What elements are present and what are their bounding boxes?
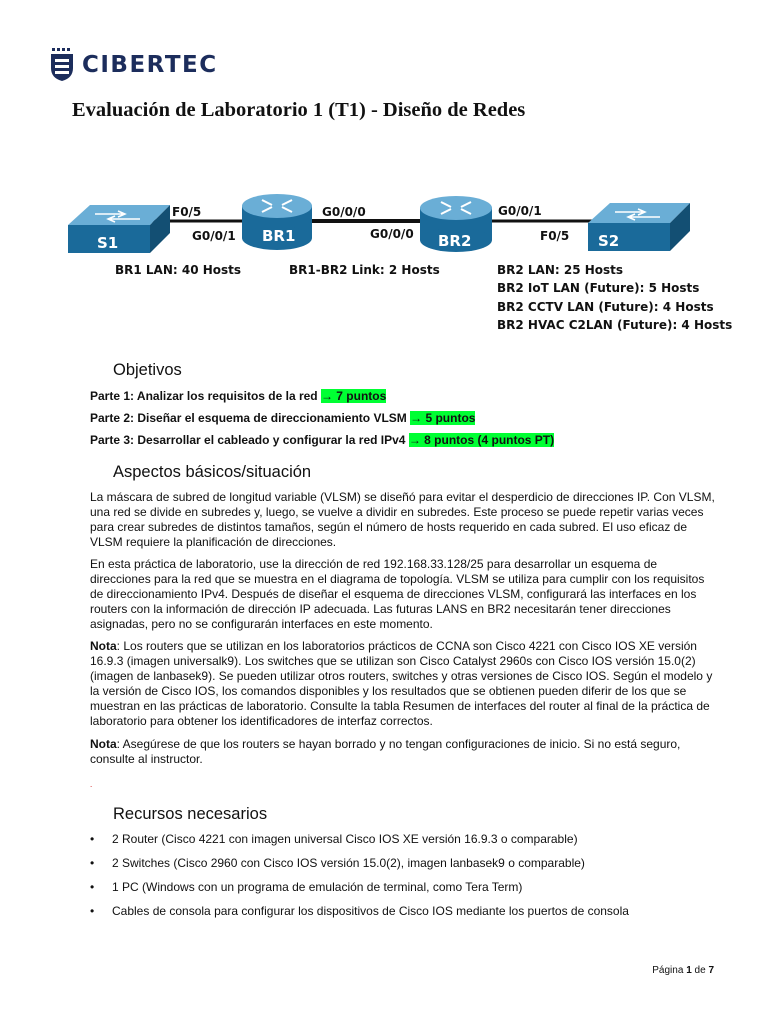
paragraph-vlsm-intro: La máscara de subred de longitud variable (VLSM) se diseñó para evitar el desperdicio de direcciones IP. Con VLSM, una red se divide en subredes y, luego, se vuelve a dividir en subredes. Este proceso se puede repetir varias veces para crear subredes de distintos tamaños, según el número de hosts requerido en cada subred. El uso eficaz de VLSM requiere la planificación de direcciones. xyxy=(90,490,715,549)
port-label-s1-f05: F0/5 xyxy=(172,205,202,219)
label-br2-iot: BR2 IoT LAN (Future): 5 Hosts xyxy=(497,281,700,295)
list-item: • 1 PC (Windows con un programa de emulación de terminal, como Tera Term) xyxy=(90,880,730,904)
label-br1-br2-link: BR1-BR2 Link: 2 Hosts xyxy=(289,263,440,277)
note-label: Nota xyxy=(90,639,117,653)
heading-aspectos: Aspectos básicos/situación xyxy=(113,463,312,481)
port-label-br1-g000: G0/0/0 xyxy=(322,205,366,219)
label-br2-hvac: BR2 HVAC C2LAN (Future): 4 Hosts xyxy=(497,318,733,332)
points-badge: → 7 puntos xyxy=(320,389,387,403)
topology-diagram xyxy=(0,176,768,342)
heading-objetivos: Objetivos xyxy=(113,361,182,379)
device-name-s2: S2 xyxy=(598,232,620,250)
device-name-br1: BR1 xyxy=(262,227,296,245)
logo-text: CIBERTEC xyxy=(82,52,218,78)
label-br2-lan: BR2 LAN: 25 Hosts xyxy=(497,263,624,277)
objective-part-2: Parte 2: Diseñar el esquema de direccionamiento VLSM → 5 puntos xyxy=(90,411,476,425)
device-name-s1: S1 xyxy=(97,234,119,252)
list-item: • 2 Router (Cisco 4221 con imagen universal Cisco IOS XE versión 16.9.3 o comparable) xyxy=(90,832,730,856)
objective-part-1: Parte 1: Analizar los requisitos de la red → 7 puntos xyxy=(90,389,387,403)
shield-icon xyxy=(50,48,74,82)
port-label-br1-g001: G0/0/1 xyxy=(192,229,236,243)
note-label: Nota xyxy=(90,737,117,751)
points-badge: → 8 puntos (4 puntos PT) xyxy=(408,433,555,447)
switch-s1-icon xyxy=(68,205,170,253)
objective-part-3: Parte 3: Desarrollar el cableado y configurar la red IPv4 → 8 puntos (4 puntos PT) xyxy=(90,433,555,447)
page-number: Página 1 de 7 xyxy=(652,965,714,976)
list-item: • 2 Switches (Cisco 2960 con Cisco IOS versión 15.0(2), imagen lanbasek9 o comparable) xyxy=(90,856,730,880)
port-label-s2-f05: F0/5 xyxy=(540,229,570,243)
page-title: Evaluación de Laboratorio 1 (T1) - Diseño de Redes xyxy=(72,99,526,121)
label-br1-lan: BR1 LAN: 40 Hosts xyxy=(115,263,242,277)
heading-recursos: Recursos necesarios xyxy=(113,805,268,823)
device-name-br2: BR2 xyxy=(438,232,472,250)
label-br2-cctv: BR2 CCTV LAN (Future): 4 Hosts xyxy=(497,300,714,314)
paragraph-note-2: Nota: Asegúrese de que los routers se hayan borrado y no tengan configuraciones de inicio. Si no está seguro, consulte al instructor. xyxy=(90,737,681,766)
list-item: • Cables de consola para configurar los dispositivos de Cisco IOS mediante los puertos de consola xyxy=(90,904,730,928)
points-badge: → 5 puntos xyxy=(410,411,476,425)
cibertec-logo xyxy=(50,48,218,82)
port-label-br2-g001: G0/0/1 xyxy=(498,204,542,218)
paragraph-note-1: Nota: Los routers que se utilizan en los laboratorios prácticos de CCNA son Cisco 4221 con Cisco IOS XE versión 16.9.3 (imagen universalk9). Los switches que se utilizan son Cisco Catalyst 2960s con Cisco IOS versión 15.0(2) (imagen de lanbasek9). Se pueden utilizar otros routers, switches y otras versiones de Cisco IOS. Según el modelo y la versión de Cisco IOS, los comandos disponibles y los resultados que se obtienen pueden diferir de los que se muestran en las prácticas de laboratorio. Consulte la tabla Resumen de interfaces del router al final de la práctica de laboratorio para obtener los identificadores de interfaz correctos. xyxy=(90,639,713,728)
stray-mark: . xyxy=(90,780,93,789)
resources-list xyxy=(90,832,730,928)
port-label-br2-g000: G0/0/0 xyxy=(370,227,414,241)
paragraph-lab-description: En esta práctica de laboratorio, use la dirección de red 192.168.33.128/25 para desarrollar un esquema de direcciones para la red que se muestra en el diagrama de topología. VLSM se utiliza para cumplir con los requisitos de direccionamiento IPv4. Después de diseñar el esquema de direcciones VLSM, configurará las interfaces en los routers con la información de dirección IP adecuada. Las futuras LANS en BR2 necesitarán tener direcciones asignadas, pero no se configurarán interfaces en este momento. xyxy=(90,557,705,631)
